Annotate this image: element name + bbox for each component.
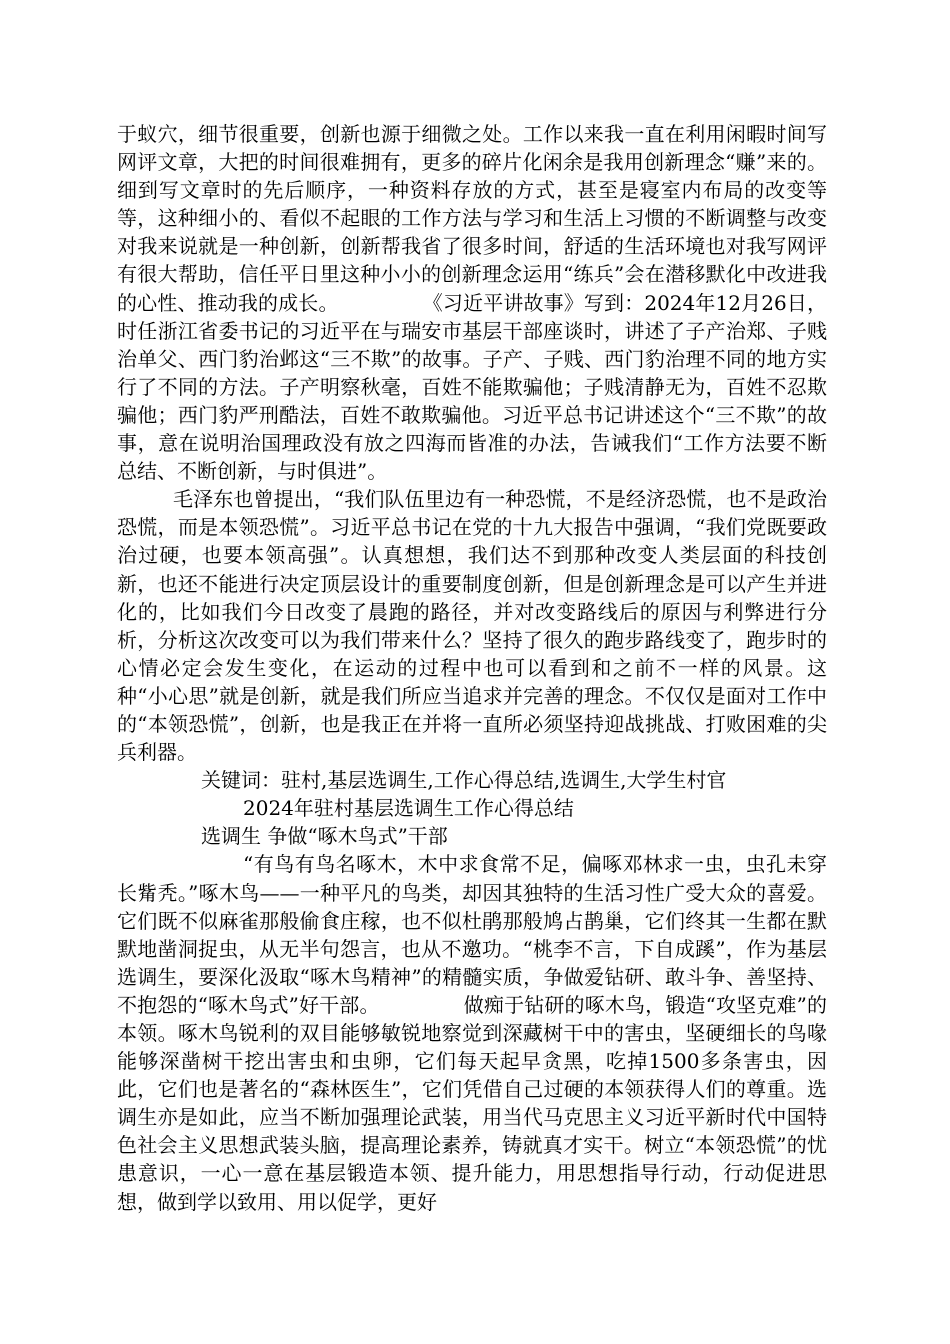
paragraph-3-continued-text: 做痴于钻研的啄木鸟，锻造“攻坚克难”的本领。啄木鸟锐利的双目能够敏锐地察觉到深藏树干中的害虫，坚硬细长的鸟喙能够深凿树干挖出害虫和虫卵，它们每天起早贪黑，吃掉1500多条害虫，因此，它们也是著名的“森林医生”，它们凭借自己过硬的本领获得人们的尊重。选调生亦是如此，应当不断加强理论武装，用当代马克思主义习近平新时代中国特色社会主义思想武装头脑，提高理论素养，铸就真才实干。树立“本领恐慌”的忧患意识，一心一意在基层锻造本领、提升能力，用思想指导行动，行动促进思想，做到学以致用、用以促学，更好 [117,992,828,1214]
body-paragraph-1 [117,120,827,485]
keywords-line: 关键词：驻村,基层选调生,工作心得总结,选调生,大学生村官 [201,768,727,793]
body-paragraph-2: 毛泽东也曾提出，“我们队伍里边有一种恐慌，不是经济恐慌，也不是政治恐慌，而是本领恐慌”。习近平总书记在党的十九大报告中强调，“我们党既要政治过硬，也要本领高强”。认真想想，我们达不到那种改变人类层面的科技创新，也还不能进行决定顶层设计的重要制度创新，但是创新理念是可以产生并进化的，比如我们今日改变了晨跑的路径，并对改变路线后的原因与利弊进行分析，分析这次改变可以为我们带来什么？坚持了很久的跑步路线变了，跑步时的心情必定会发生变化，在运动的过程中也可以看到和之前不一样的风景。这种“小心思”就是创新，就是我们所应当追求并完善的理念。不仅仅是面对工作中的“本领恐慌”，创新，也是我正在并将一直所必须坚持迎战挑战、打败困难的尖兵利器。 [117,487,827,765]
document-title: 2024年驻村基层选调生工作心得总结 [243,796,574,821]
body-paragraph-3 [117,850,827,1215]
paragraph-3-text: “有鸟有鸟名啄木，木中求食常不足，偏啄邓林求一虫，虫孔未穿长觜秃。”啄木鸟——一种平凡的鸟类，却因其独特的生活习性广受大众的喜爱。它们既不似麻雀那般偷食庄稼，也不似杜鹃那般鸠占鹊巢，它们终其一生都在默默地凿洞捉虫，从无半句怨言，也从不邀功。“桃李不言，下自成蹊”，作为基层选调生，要深化汲取“啄木鸟精神”的精髓实质，争做爱钻研、敢斗争、善坚持、不抱怨的“啄木鸟式”好干部。 [117,852,827,1017]
document-subtitle: 选调生 争做“啄木鸟式”干部 [201,824,448,849]
paragraph-1-text: 于蚁穴，细节很重要，创新也源于细微之处。工作以来我一直在利用闲暇时间写网评文章，大把的时间很难拥有，更多的碎片化闲余是我用创新理念“赚”来的。细到写文章时的先后顺序，一种资料存放的方式，甚至是寝室内布局的改变等等，这种细小的、看似不起眼的工作方法与学习和生活上习惯的不断调整与改变对我来说就是一种创新，创新帮我省了很多时间，舒适的生活环境也对我写网评有很大帮助，信任平日里这种小小的创新理念运用“练兵”会在潜移默化中改进我的心性、推动我的成长。 [117,122,827,315]
document-page [117,120,827,1216]
paragraph-1-continued-text: 《习近平讲故事》写到：2024年12月26日，时任浙江省委书记的习近平在与瑞安市基层干部座谈时，讲述了子产治郑、子贱治单父、西门豹治邺这“三不欺”的故事。子产、子贱、西门豹治理不同的地方实行了不同的方法。子产明察秋毫，百姓不能欺骗他；子贱清静无为，百姓不忍欺骗他；西门豹严刑酷法，百姓不敢欺骗他。习近平总书记讲述这个“三不欺”的故事，意在说明治国理政没有放之四海而皆准的办法，告诫我们“工作方法要不断总结、不断创新，与时俱进”。 [117,290,828,484]
